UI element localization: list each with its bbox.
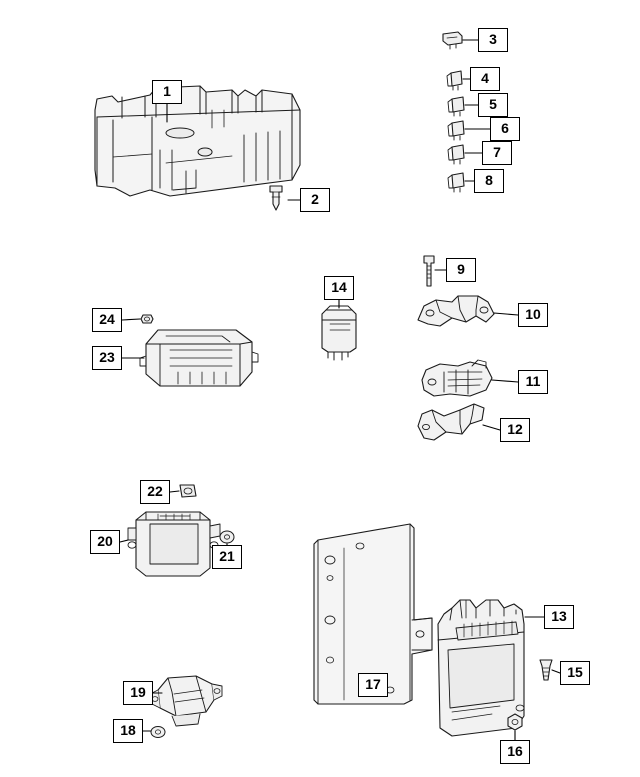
part-7-relay [448,145,464,164]
callout-10[interactable]: 10 [518,303,548,327]
part-8-relay [448,173,464,192]
callout-9[interactable]: 9 [446,258,476,282]
part-11-connector-module [422,360,492,396]
part-9-bolt [424,256,434,286]
callout-8[interactable]: 8 [474,169,504,193]
callout-4[interactable]: 4 [470,67,500,91]
part-3-fuse-clip [443,32,462,49]
part-10-bracket-upper [418,296,494,326]
callout-24[interactable]: 24 [92,308,122,332]
part-18-washer-nut [151,727,165,738]
part-2-push-pin [270,186,282,210]
callout-17[interactable]: 17 [358,673,388,697]
part-20-control-module [128,512,220,576]
part-22-module-cover-clip [180,485,196,497]
callout-20[interactable]: 20 [90,530,120,554]
callout-23[interactable]: 23 [92,346,122,370]
callout-21[interactable]: 21 [212,545,242,569]
part-23-electronic-control-unit [140,330,258,386]
callout-13[interactable]: 13 [544,605,574,629]
part-6-relay [448,121,464,140]
callout-2[interactable]: 2 [300,188,330,212]
part-1-power-distribution-center [95,86,300,196]
part-4-relay [447,71,462,90]
callout-1[interactable]: 1 [152,80,182,104]
part-21-retaining-washer [220,531,234,543]
callout-11[interactable]: 11 [518,370,548,394]
callout-3[interactable]: 3 [478,28,508,52]
callout-22[interactable]: 22 [140,480,170,504]
callout-19[interactable]: 19 [123,681,153,705]
callout-5[interactable]: 5 [478,93,508,117]
part-16-nut [508,714,522,730]
callout-12[interactable]: 12 [500,418,530,442]
part-19-sensor-module [150,676,222,726]
callout-18[interactable]: 18 [113,719,143,743]
callout-6[interactable]: 6 [490,117,520,141]
part-12-bracket-lower [418,404,484,440]
part-24-mounting-nut [141,315,153,323]
callout-16[interactable]: 16 [500,740,530,764]
part-14-large-relay [322,306,356,360]
callout-14[interactable]: 14 [324,276,354,300]
part-15-screw [540,660,552,680]
callout-7[interactable]: 7 [482,141,512,165]
part-5-relay [448,97,464,116]
callout-15[interactable]: 15 [560,661,590,685]
